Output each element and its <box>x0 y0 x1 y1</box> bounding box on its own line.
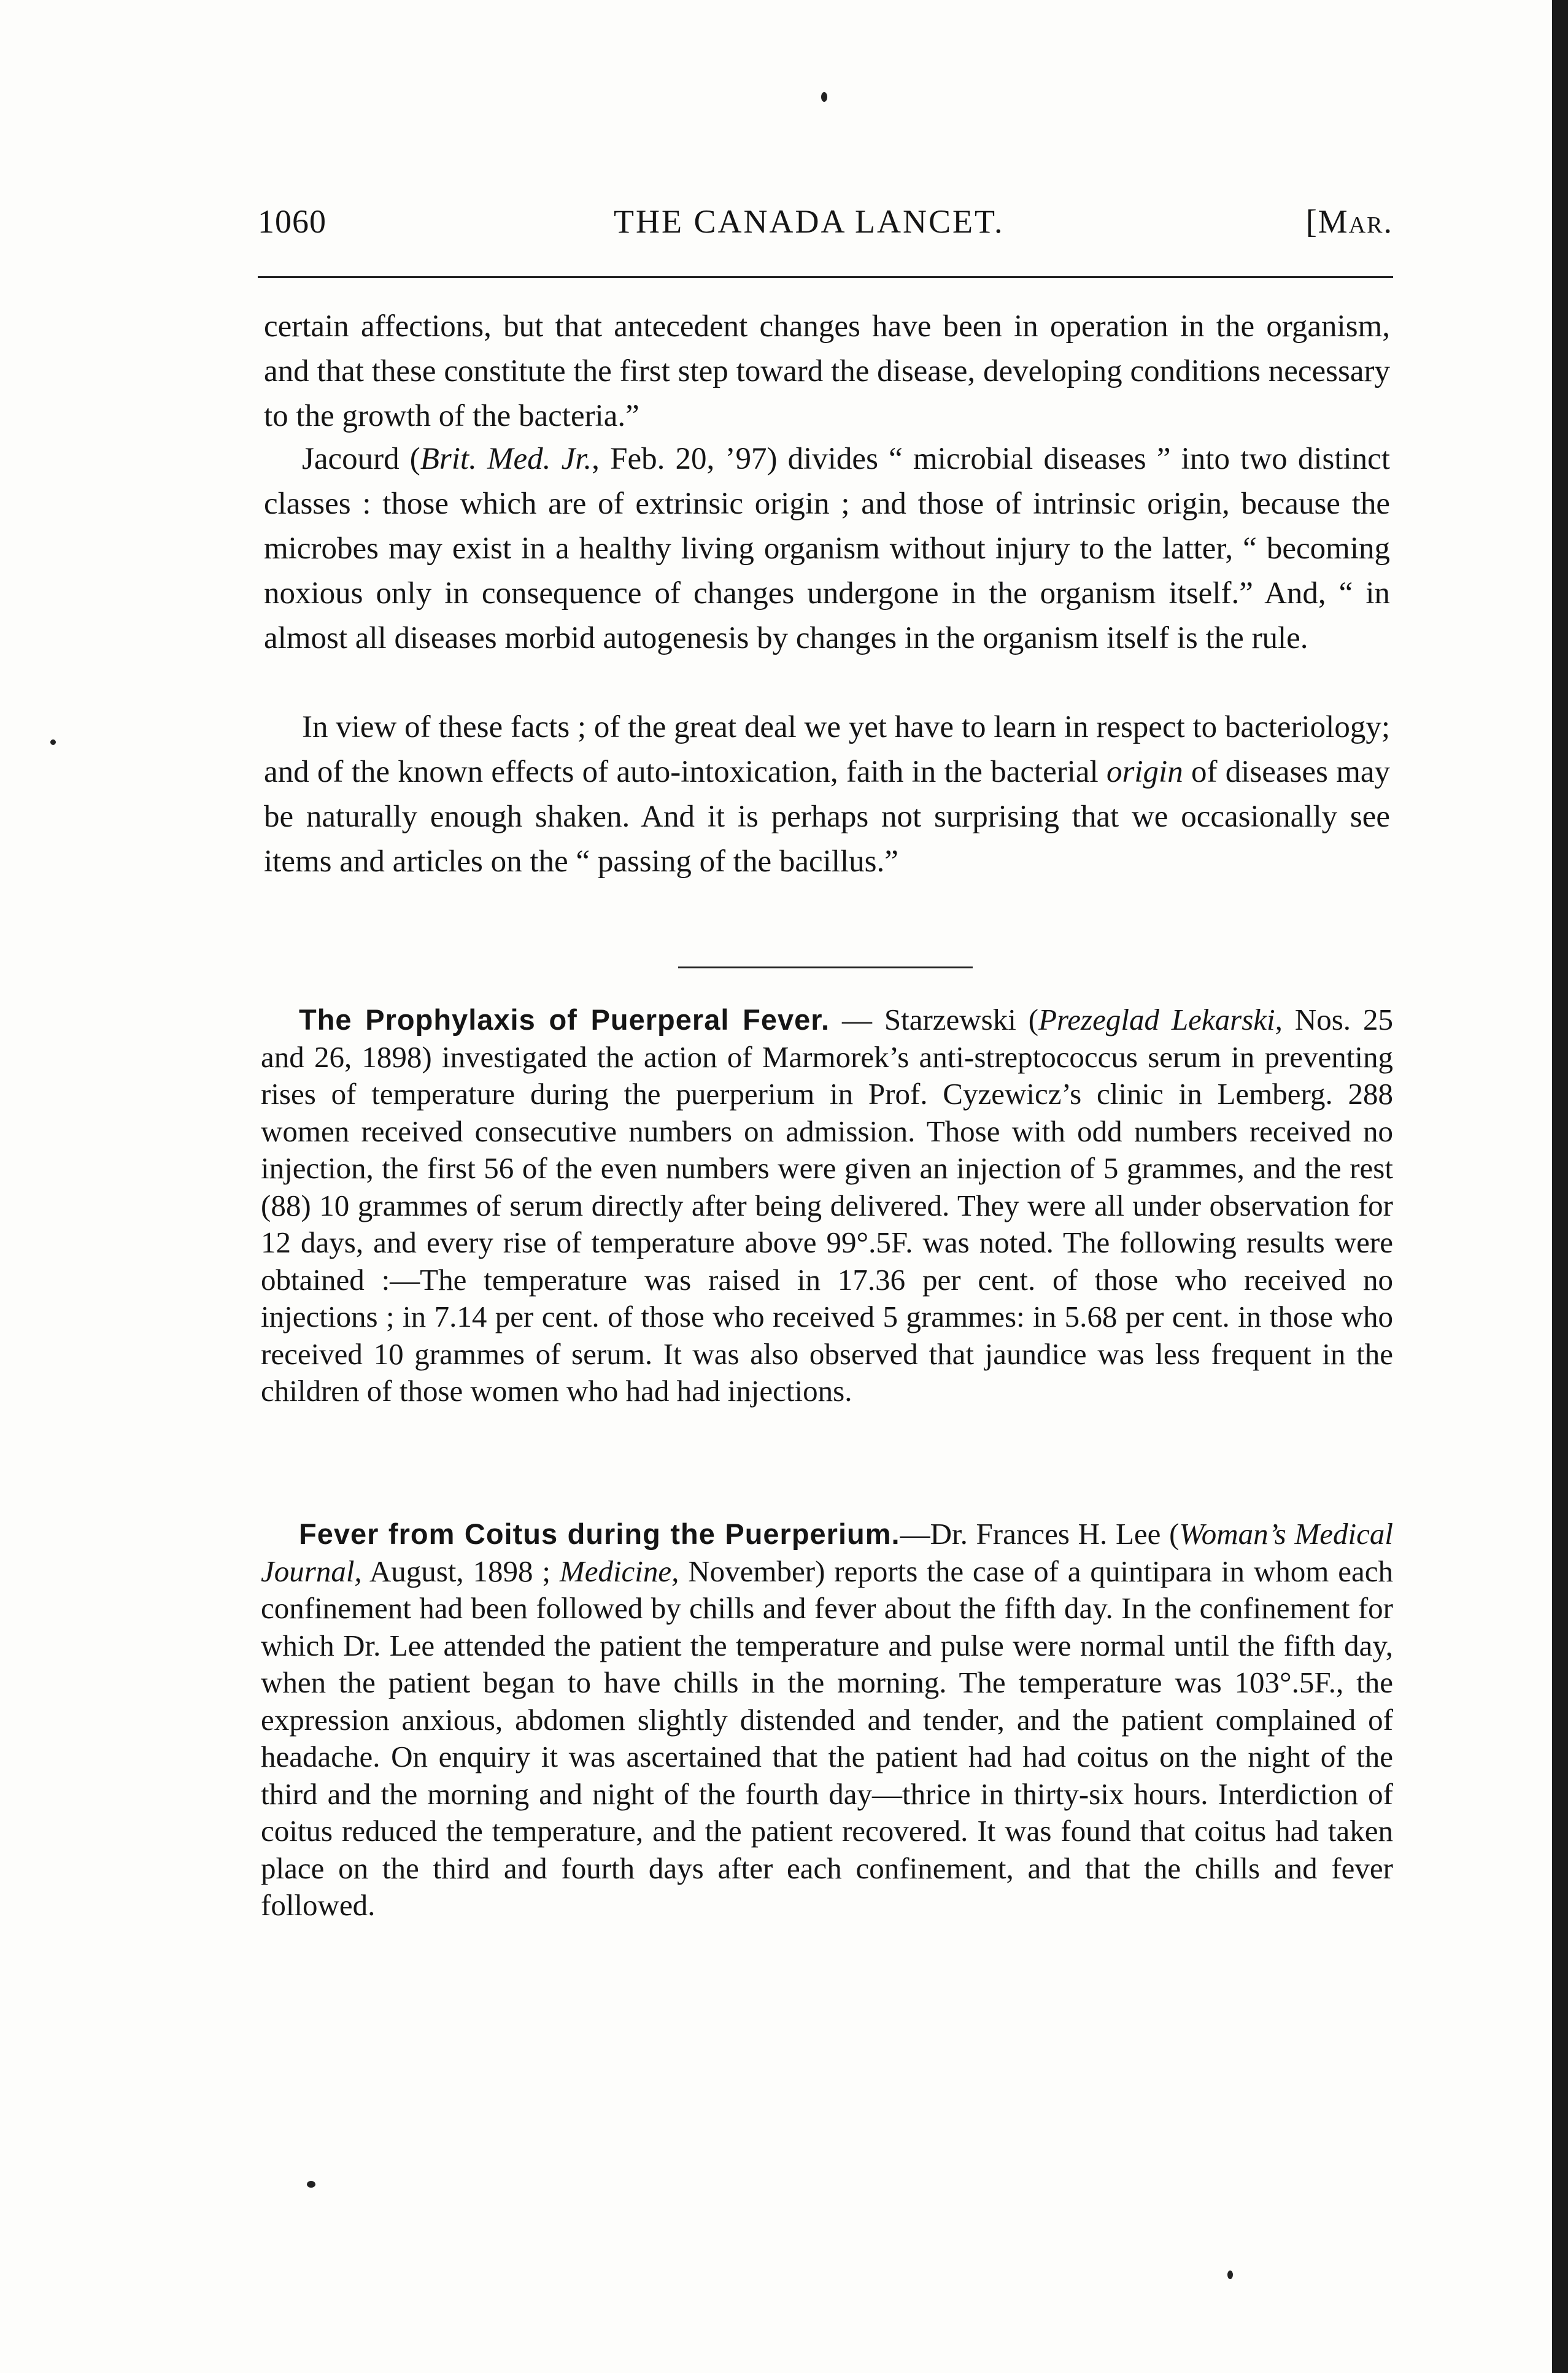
issue-month: [Mar. <box>1305 203 1393 240</box>
article-source-date: August, 1898 ; <box>361 1554 560 1588</box>
citation-source: Brit. Med. Jr. <box>420 442 592 476</box>
paragraph-lead: In view of these facts ; of the great deal we yet have to learn in respect to bacteriology; and of the known effects of auto-intoxication, faith in the bacterial <box>264 710 1390 789</box>
page-edge-shadow <box>1552 0 1568 2373</box>
article-source: Woman’s Medical Journal, <box>261 1517 1393 1588</box>
conclusion-paragraph <box>264 705 1390 884</box>
continued-paragraph <box>264 304 1390 439</box>
emphasis-word: origin <box>1106 755 1183 789</box>
ink-speck <box>821 92 827 102</box>
article-body: Nos. 25 and 26, 1898) investigated the action of Marmorek’s anti-streptococcus serum in preventing rises of temperature during the puerperium in Prof. Cyzewicz’s clinic in Lemberg. 288 women received consecutive numbers on admission. Those with odd numbers received no injection, the first 56 of the even numbers were given an injection of 5 grammes, and the rest (88) 10 grammes of serum directly after being delivered. They were all under observation for 12 days, and every rise of temperature above 99°.5F. was noted. The following results were obtained :—The temperature was raised in 17.36 per cent. of those who received no injections ; in 7.14 per cent. of those who received 5 grammes: in 5.68 per cent. in those who received 10 grammes of serum. It was also observed that jaundice was less frequent in the children of those women who had had injections. <box>261 1003 1393 1408</box>
article-heading: The Prophylaxis of Puerperal Fever. <box>299 1003 830 1036</box>
paragraph-text: certain affections, but that antecedent changes have been in operation in the organism, and that these constitute the first step toward the disease, developing conditions necessary to the growth of the bacteria.” <box>264 309 1390 433</box>
article-byline: — Starzewski ( <box>830 1003 1039 1036</box>
journal-title: THE CANADA LANCET. <box>614 203 1005 240</box>
article-puerperal-fever <box>261 1001 1393 1410</box>
ink-speck <box>1227 2271 1233 2279</box>
header-rule <box>258 276 1393 278</box>
article-coitus-fever <box>261 1516 1393 1924</box>
article-heading: Fever from Coitus during the Puerperium. <box>299 1518 900 1550</box>
article-body: November) reports the case of a quintipara in whom each confinement had been followed by chills and fever about the fifth day. In the confinement for which Dr. Lee attended the patient the temperature and pulse were normal until the fifth day, when the patient began to have chills in the morning. The temperature was 103°.5F., the expression anxious, abdomen slightly distended and tender, and the patient complained of headache. On enquiry it was ascertained that the patient had had coitus on the night of the third and the morning and night of the fourth day—thrice in thirty-six hours. Interdiction of coitus reduced the temperature, and the patient recovered. It was found that coitus had taken place on the third and fourth days after each confinement, and that the chills and fever followed. <box>261 1554 1393 1922</box>
section-divider <box>678 967 973 968</box>
paragraph-text: of diseases may be naturally enough shaken. And it is perhaps not surprising that we occasionally see items and articles on the “ passing of the bacillus.” <box>264 755 1390 879</box>
running-header <box>258 203 1393 252</box>
article-source: Prezeglad Lekarski, <box>1038 1003 1283 1036</box>
page-number: 1060 <box>258 203 326 240</box>
ink-speck <box>307 2181 315 2188</box>
article-byline: —Dr. Frances H. Lee ( <box>900 1517 1180 1551</box>
article-source-2: Medicine, <box>559 1554 679 1588</box>
ink-speck <box>50 739 56 745</box>
paragraph-text: , Feb. 20, ’97) divides “ microbial diseases ” into two distinct classes : those which are of extrinsic origin ; and those of intrinsic origin, because the microbes may exist in a healthy living organism without injury to the latter, “ becoming noxious only in consequence of changes undergone in the organism itself.” And, “ in almost all diseases morbid autogenesis by changes in the organism itself is the rule. <box>264 442 1390 655</box>
jacourd-paragraph <box>264 437 1390 661</box>
paragraph-lead: Jacourd ( <box>302 442 420 476</box>
